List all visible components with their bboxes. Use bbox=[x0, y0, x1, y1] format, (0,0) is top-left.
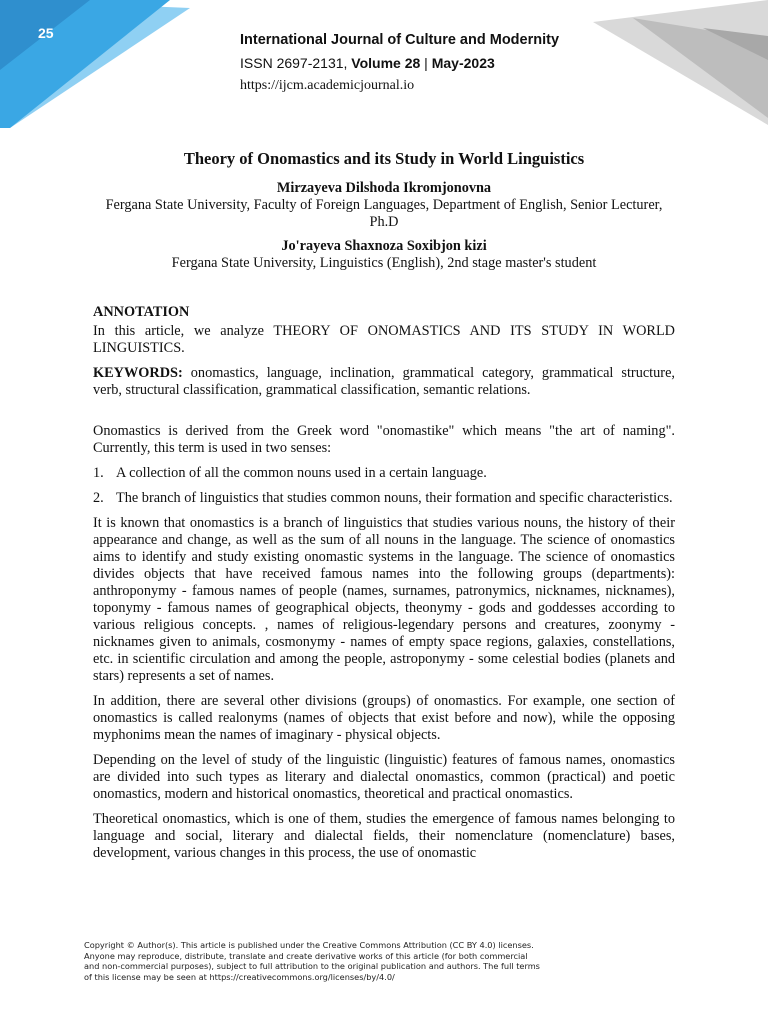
list-text: A collection of all the common nouns used in a certain language. bbox=[116, 465, 487, 481]
author-affiliation: Fergana State University, Linguistics (English), 2nd stage master's student bbox=[171, 255, 597, 271]
keywords-label: KEYWORDS: bbox=[93, 365, 183, 381]
copyright-footer bbox=[84, 940, 624, 982]
body-paragraph: Theoretical onomastics, which is one of them, studies the emergence of famous names belonging to language and social, literary and dialectal fields, their nomenclature (nomenclature) bases, development, various changes in this process, the use of onomastic bbox=[93, 811, 675, 861]
list-text: The branch of linguistics that studies common nouns, their formation and specific characteristics. bbox=[116, 490, 673, 506]
body-paragraph: Depending on the level of study of the linguistic (linguistic) features of famous names, onomastics are divided into such types as literary and dialectal onomastics, common (practical) and poetic onomastics, modern and historical onomastics, theoretical and practical onomastics. bbox=[93, 752, 675, 802]
author-name: Jo'rayeva Shaxnoza Soxibjon kizi bbox=[281, 238, 487, 254]
corner-decoration-left bbox=[0, 0, 200, 135]
article-body bbox=[93, 150, 675, 870]
journal-url[interactable]: https://ijcm.academicjournal.io bbox=[240, 78, 415, 93]
volume: Volume 28 bbox=[351, 55, 421, 71]
issn: ISSN 2697-2131, bbox=[240, 55, 352, 71]
list-number: 2. bbox=[93, 490, 104, 506]
footer-line: and non-commercial purposes), subject to full attribution to the original publication and authors. The full terms bbox=[84, 961, 540, 971]
keywords-text: onomastics, language, inclination, grammatical category, grammatical structure, verb, structural classification, grammatical classification, semantic relations. bbox=[93, 365, 675, 398]
footer-line: of this license may be seen at https://creativecommons.org/licenses/by/4.0/ bbox=[84, 971, 395, 982]
corner-decoration-right bbox=[593, 0, 768, 125]
intro-paragraph: Onomastics is derived from the Greek word "onomastike" which means "the art of naming". Currently, this term is used in two senses: bbox=[93, 423, 675, 456]
separator: | bbox=[420, 55, 432, 71]
list-item bbox=[93, 490, 675, 507]
body-paragraph: It is known that onomastics is a branch of linguistics that studies various nouns, the history of their appearance and change, as well as the sum of all nouns in the language. The science of onomastics aims to identify and study existing onomastic systems in the language. The science of onomastics divides objects that have received famous names into the following groups (departments): anthroponymy - famous names of people (names, surnames, patronymics, nicknames, nicknames), toponymy - famous names of geographical objects, theonymy - gods and goddesses according to various religious concepts. , names of religious-legendary persons and creatures, zoonymy - nicknames given to animals, cosmonymy - names of empty space regions, galaxies, constellations, etc. in scientific circulation and among the people, astroponymy - some celestial bodies (planets and stars) represents a set of names. bbox=[93, 515, 675, 684]
body-paragraph: In addition, there are several other divisions (groups) of onomastics. For example, one section of onomastics is called realonyms (names of objects that exist before and now), while the opposing myphonims mean the names of imaginary - physical objects. bbox=[93, 693, 675, 743]
senses-list bbox=[93, 465, 675, 507]
journal-header bbox=[240, 32, 559, 94]
page-number: 25 bbox=[38, 25, 54, 41]
journal-issn-line bbox=[240, 55, 559, 71]
keywords bbox=[93, 365, 675, 399]
journal-title: International Journal of Culture and Modernity bbox=[240, 32, 560, 48]
annotation-heading: ANNOTATION bbox=[93, 304, 190, 320]
list-number: 1. bbox=[93, 465, 104, 481]
article-title: Theory of Onomastics and its Study in World Linguistics bbox=[183, 149, 585, 168]
list-item bbox=[93, 465, 675, 482]
issue-date: May-2023 bbox=[431, 55, 495, 71]
footer-line: Copyright © Author(s). This article is published under the Creative Commons Attribution (CC BY 4.0) licenses. bbox=[84, 940, 534, 950]
author-affiliation: Fergana State University, Faculty of Foreign Languages, Department of English, Senior Lecturer, Ph.D bbox=[105, 197, 663, 230]
annotation-text: In this article, we analyze THEORY OF ONOMASTICS AND ITS STUDY IN WORLD LINGUISTICS. bbox=[93, 323, 675, 356]
author-name: Mirzayeva Dilshoda Ikromjonovna bbox=[276, 180, 492, 196]
footer-line: Anyone may reproduce, distribute, translate and create derivative works of this article (for both commercial bbox=[84, 950, 528, 961]
